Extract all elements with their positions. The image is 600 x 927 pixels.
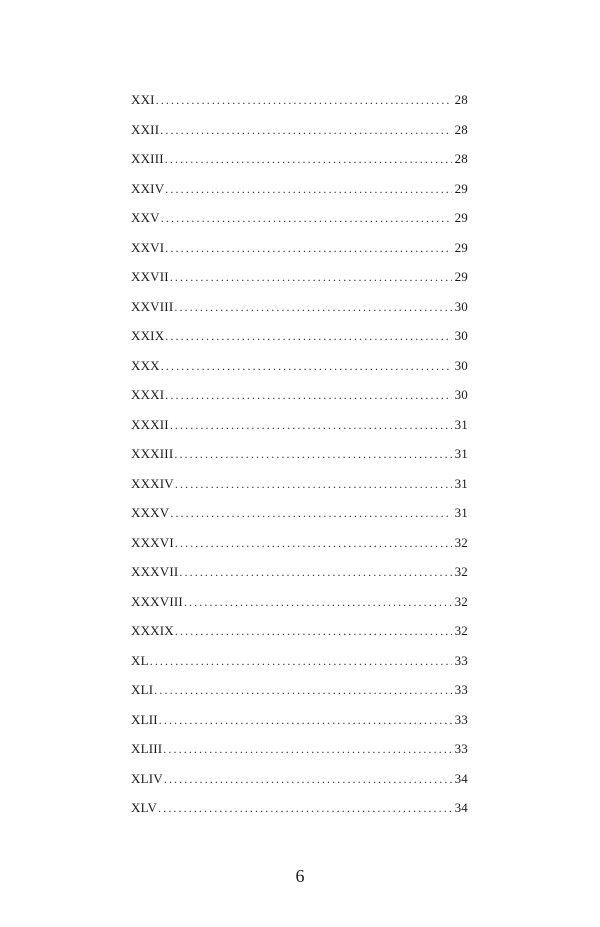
page-number: 6: [295, 866, 305, 886]
toc-entry-label: XXIX: [131, 328, 165, 343]
toc-entry-page: 32: [454, 623, 468, 638]
toc-entry-label: XXI: [131, 92, 155, 107]
toc-entry-page: 30: [454, 387, 468, 402]
toc-entry-page: 29: [454, 239, 468, 255]
toc-entry-page: 33: [454, 682, 468, 697]
toc-dot-leader: [165, 329, 452, 344]
toc-entry: [131, 299, 468, 329]
toc-entry-label: XXXI: [131, 387, 165, 402]
toc-entry-page: 33: [454, 652, 468, 668]
toc-entry: [131, 446, 468, 476]
toc-entry-page: 33: [454, 741, 468, 756]
toc-entry-label: XLIII: [131, 741, 163, 756]
toc-entry-label: XXXIX: [131, 623, 174, 638]
toc-entry-page: 31: [454, 416, 468, 432]
toc-entry: [131, 535, 468, 565]
toc-entry-page: 31: [454, 446, 468, 461]
toc-entry-page: 29: [454, 210, 468, 225]
toc-entry-page: 32: [454, 534, 468, 550]
toc-entry-page: 33: [454, 711, 468, 727]
toc-dot-leader: [175, 477, 452, 492]
toc-entry: [131, 122, 468, 152]
toc-entry-label: XXXVII: [131, 564, 179, 579]
toc-entry: [131, 623, 468, 653]
toc-dot-leader: [154, 683, 452, 698]
toc-entry-page: 29: [454, 269, 468, 284]
toc-entry-page: 34: [454, 800, 468, 815]
toc-entry-page: 31: [454, 505, 468, 520]
toc-entry: [131, 210, 468, 240]
toc-entry-label: XXIV: [131, 180, 165, 196]
toc-entry-page: 31: [454, 475, 468, 491]
toc-dot-leader: [156, 93, 452, 108]
toc-entry-label: XLIV: [131, 770, 163, 786]
toc-entry: [131, 712, 468, 742]
toc-entry-label: XXXII: [131, 416, 169, 432]
toc-entry-label: XL: [131, 652, 149, 668]
toc-dot-leader: [165, 388, 452, 403]
toc-dot-leader: [164, 772, 452, 787]
toc-entry-page: 30: [454, 357, 468, 373]
toc-entry: [131, 417, 468, 447]
toc-entry: [131, 181, 468, 211]
toc-dot-leader: [158, 801, 452, 816]
toc-dot-leader: [165, 152, 452, 167]
toc-entry-label: XXXIV: [131, 475, 174, 491]
toc-dot-leader: [163, 742, 452, 757]
toc-entry-label: XXVII: [131, 269, 169, 284]
toc-dot-leader: [170, 418, 452, 433]
toc-dot-leader: [159, 713, 452, 728]
toc-entry-label: XLI: [131, 682, 154, 697]
toc-dot-leader: [174, 300, 452, 315]
toc-entry-page: 28: [454, 121, 468, 137]
toc-entry-label: XXV: [131, 210, 160, 225]
toc-entry-label: XXVIII: [131, 298, 174, 314]
toc-entry: [131, 594, 468, 624]
toc-entry-page: 30: [454, 328, 468, 343]
toc-dot-leader: [174, 447, 452, 462]
toc-entry-page: 34: [454, 770, 468, 786]
toc-entry-label: XXVI: [131, 239, 165, 255]
toc-entry-label: XXXV: [131, 505, 170, 520]
toc-entry: [131, 800, 468, 830]
toc-entry-label: XXIII: [131, 151, 164, 166]
toc-dot-leader: [160, 123, 452, 138]
toc-entry-label: XLII: [131, 711, 158, 727]
toc-entry: [131, 476, 468, 506]
toc-dot-leader: [150, 654, 452, 669]
toc-entry-page: 32: [454, 564, 468, 579]
toc-entry: [131, 505, 468, 535]
toc-entry: [131, 682, 468, 712]
toc-entry: [131, 387, 468, 417]
toc-entry: [131, 653, 468, 683]
toc-dot-leader: [161, 359, 452, 374]
toc-entry: [131, 269, 468, 299]
toc-dot-leader: [161, 211, 452, 226]
table-of-contents: [131, 92, 468, 830]
toc-entry-page: 32: [454, 593, 468, 609]
toc-entry: [131, 240, 468, 270]
toc-entry-label: XXII: [131, 121, 160, 137]
toc-entry-page: 30: [454, 298, 468, 314]
toc-dot-leader: [175, 624, 452, 639]
toc-entry-label: XXXVIII: [131, 593, 183, 609]
toc-entry-page: 28: [454, 151, 468, 166]
toc-dot-leader: [165, 182, 452, 197]
toc-entry-page: 29: [454, 180, 468, 196]
toc-dot-leader: [175, 536, 452, 551]
toc-dot-leader: [165, 241, 452, 256]
toc-entry: [131, 328, 468, 358]
toc-entry-label: XXXVI: [131, 534, 174, 550]
toc-entry: [131, 151, 468, 181]
toc-entry-page: 28: [454, 92, 468, 107]
toc-entry-label: XXX: [131, 357, 160, 373]
toc-entry: [131, 771, 468, 801]
toc-dot-leader: [170, 270, 452, 285]
toc-dot-leader: [170, 506, 452, 521]
toc-entry-label: XLV: [131, 800, 158, 815]
toc-entry: [131, 358, 468, 388]
toc-entry-label: XXXIII: [131, 446, 174, 461]
toc-dot-leader: [179, 565, 452, 580]
toc-entry: [131, 92, 468, 122]
toc-entry: [131, 564, 468, 594]
toc-entry: [131, 741, 468, 771]
toc-dot-leader: [184, 595, 452, 610]
